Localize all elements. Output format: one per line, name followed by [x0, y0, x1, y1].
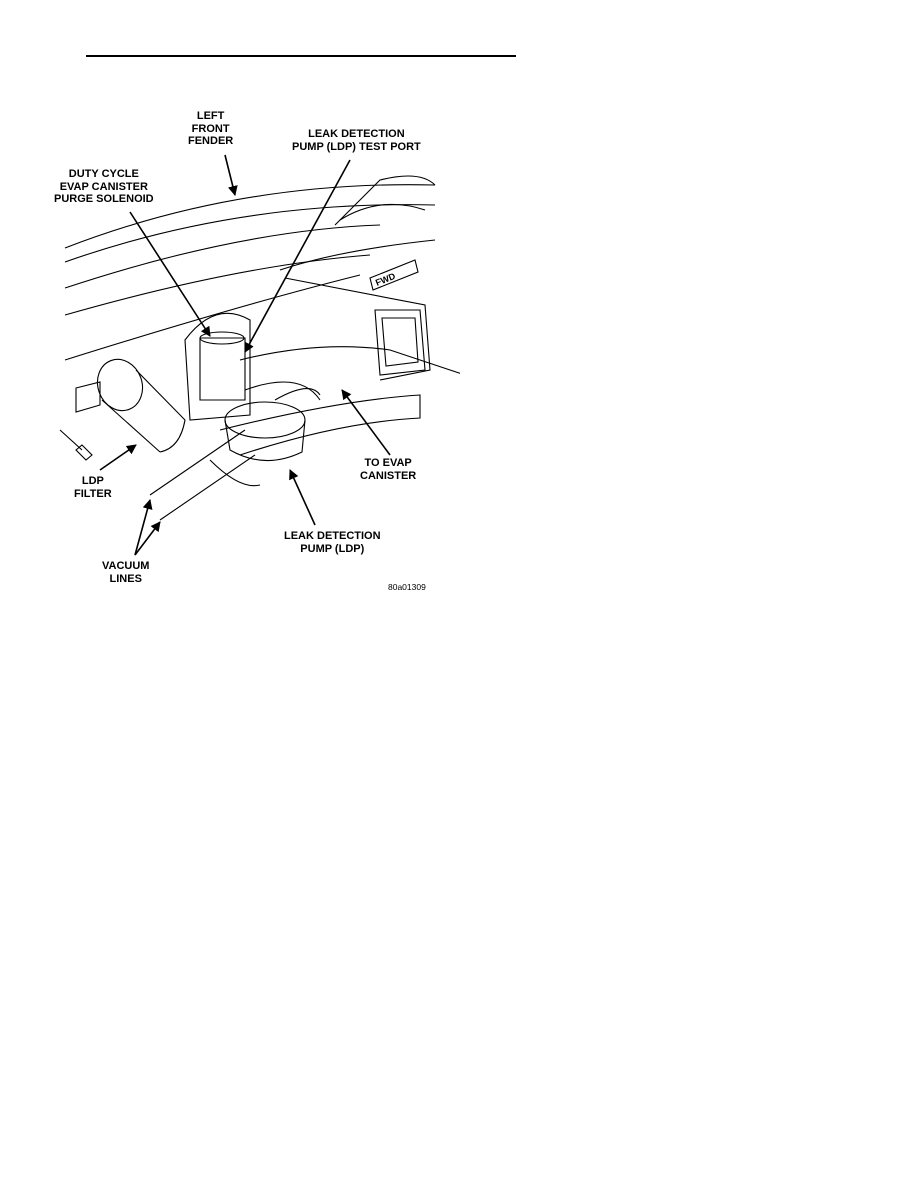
- label-leak-detection-pump: LEAK DETECTION PUMP (LDP): [284, 530, 381, 555]
- label-vacuum-lines: VACUUM LINES: [102, 560, 150, 585]
- label-to-evap-canister: TO EVAP CANISTER: [360, 457, 417, 482]
- ldp-location-figure: [40, 100, 460, 605]
- fwd-marker: FWD: [374, 270, 397, 288]
- label-purge-solenoid: DUTY CYCLE EVAP CANISTER PURGE SOLENOID: [54, 168, 154, 205]
- label-left-front-fender: LEFT FRONT FENDER: [188, 110, 234, 147]
- label-ldp-test-port: LEAK DETECTION PUMP (LDP) TEST PORT: [292, 128, 421, 153]
- header-rule: [86, 55, 516, 57]
- figure-id: 80a01309: [388, 582, 426, 592]
- label-ldp-filter: LDP FILTER: [74, 475, 112, 500]
